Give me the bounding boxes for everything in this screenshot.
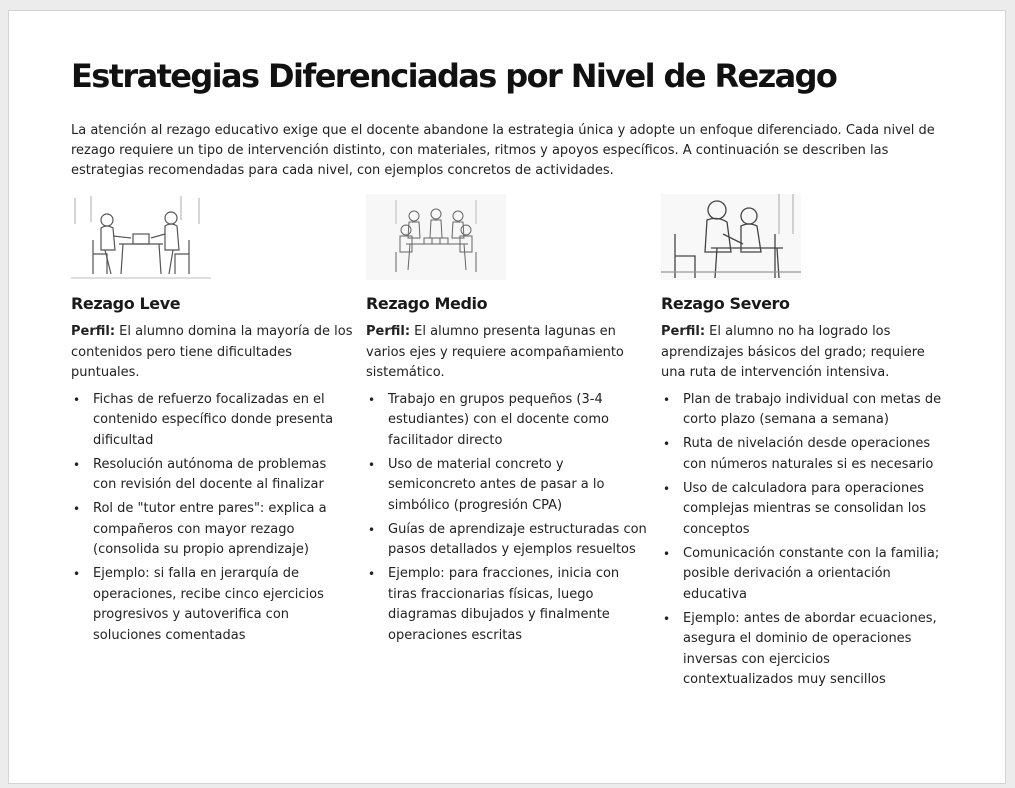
list-item	[661, 479, 943, 541]
profile-label: Perfil:	[71, 324, 116, 339]
list-item-text: Ruta de nivelación desde operaciones con números naturales si es necesario	[683, 436, 934, 472]
bullet-icon: •	[73, 567, 81, 581]
list-item-text: Trabajo en grupos pequeños (3-4 estudiantes) con el docente como facilitador directo	[388, 391, 609, 448]
list-item-text: Guías de aprendizaje estructuradas con pasos detallados y ejemplos resueltos	[388, 521, 647, 557]
bullet-icon: •	[368, 457, 376, 472]
list-item-text: Ejemplo: si falla en jerarquía de operaciones, recibe cinco ejercicios progresivos y autoverifica con soluciones comentadas	[93, 566, 324, 643]
strategy-list	[661, 390, 943, 691]
list-item	[366, 455, 648, 517]
column-rezago-severo	[661, 194, 943, 694]
list-item-text: Resolución autónoma de problemas con revisión del docente al finalizar	[93, 456, 327, 492]
column-rezago-leve	[71, 194, 353, 650]
tutoring-pair-illustration	[71, 194, 211, 280]
profile-text	[71, 322, 353, 384]
strategy-list	[366, 390, 648, 647]
one-on-one-illustration	[661, 194, 801, 280]
document-content	[71, 51, 951, 687]
column-heading: Rezago Leve	[71, 294, 181, 313]
bullet-icon: •	[73, 502, 81, 516]
profile-label: Perfil:	[661, 324, 706, 339]
list-item-text: Ejemplo: antes de abordar ecuaciones, asegura el dominio de operaciones inversas con ejercicios contextualizados muy sencillos	[683, 610, 937, 687]
bullet-icon: •	[368, 567, 376, 581]
bullet-icon: •	[73, 457, 81, 472]
list-item-text: Uso de material concreto y semiconcreto antes de pasar a lo simbólico (progresión CPA)	[388, 456, 605, 513]
list-item	[661, 434, 943, 475]
list-item	[71, 564, 353, 646]
bullet-icon: •	[368, 392, 376, 407]
document-page	[8, 10, 1006, 784]
list-item-text: Ejemplo: para fracciones, inicia con tiras fraccionarias físicas, luego diagramas dibujados y finalmente operaciones escritas	[388, 566, 620, 643]
profile-description: El alumno no ha logrado los aprendizajes básicos del grado; requiere una ruta de intervención intensiva.	[661, 324, 925, 380]
list-item	[366, 564, 648, 646]
list-item	[71, 390, 353, 452]
list-item	[661, 544, 943, 606]
column-rezago-medio	[366, 194, 648, 650]
small-group-illustration	[366, 194, 506, 280]
bullet-icon: •	[73, 392, 81, 407]
list-item-text: Uso de calculadora para operaciones complejas mientras se consolidan los conceptos	[683, 480, 927, 537]
column-heading: Rezago Severo	[661, 294, 790, 313]
bullet-icon: •	[663, 392, 671, 407]
list-item	[71, 499, 353, 561]
profile-text	[366, 322, 648, 384]
profile-description: El alumno presenta lagunas en varios ejes y requiere acompañamiento sistemático.	[366, 324, 624, 380]
bullet-icon: •	[663, 437, 671, 451]
intro-paragraph: La atención al rezago educativo exige que el docente abandone la estrategia única y adopte un enfoque diferenciado. Cada nivel de rezago requiere un tipo de intervención distinto, con materiales, ritmos y apoyos específicos. A continuación se describen las estrategias recomendadas para cada nivel, con ejemplos concretos de actividades.	[71, 123, 935, 178]
list-item-text: Rol de "tutor entre pares": explica a compañeros con mayor rezago (consolida su propio aprendizaje)	[93, 501, 327, 557]
column-heading: Rezago Medio	[366, 294, 488, 313]
bullet-icon: •	[663, 611, 671, 626]
list-item	[71, 455, 353, 496]
strategy-list	[71, 390, 353, 647]
profile-description: El alumno domina la mayoría de los contenidos pero tiene dificultades puntuales.	[71, 324, 353, 380]
list-item-text: Fichas de refuerzo focalizadas en el contenido específico donde presenta dificultad	[93, 391, 334, 448]
profile-text	[661, 322, 943, 384]
list-item	[661, 390, 943, 431]
list-item	[366, 520, 648, 561]
list-item	[366, 390, 648, 452]
list-item-text: Plan de trabajo individual con metas de corto plazo (semana a semana)	[683, 391, 942, 427]
list-item	[661, 609, 943, 691]
bullet-icon: •	[368, 522, 376, 537]
profile-label: Perfil:	[366, 324, 411, 339]
bullet-icon: •	[663, 481, 671, 496]
bullet-icon: •	[663, 546, 671, 561]
page-title: Estrategias Diferenciadas por Nivel de Rezago	[71, 57, 837, 95]
list-item-text: Comunicación constante con la familia; posible derivación a orientación educativa	[683, 545, 940, 602]
